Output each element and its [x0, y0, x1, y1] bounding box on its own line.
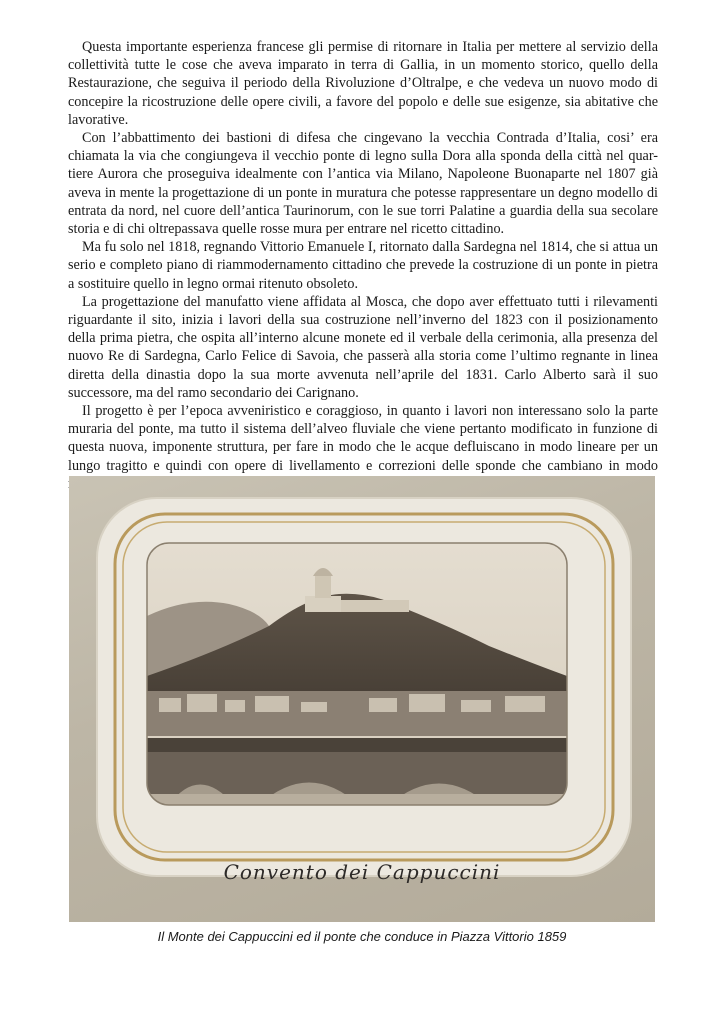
- paragraph: Il progetto è per l’epoca avveniristico e coraggioso, in quanto i lavori non interessano solo la parte muraria del ponte, ma tutto il sistema dell’alveo fluviale che viene pertanto modificato in funzione di questa nuova, imponente struttura, per fare in modo che le acque defluiscano in modo lineare per un lungo tragitto e quindi con opere di livellamento e correzioni delle sponde che cambiano in modo: [68, 403, 658, 474]
- body-text: [68, 38, 658, 493]
- card-mount-illustration: [69, 476, 655, 922]
- paragraph: Ma fu solo nel 1818, regnando Vittorio Emanuele I, ritornato dalla Sardegna nel 1814, che si attua un serio e completo piano di riammodernamento cittadino che prevede la costruzione di un ponte in pietra a sostituire quello in legno ormai ritenuto obsoleto.: [68, 239, 658, 292]
- figure-caption: Il Monte dei Cappuccini ed il ponte che conduce in Piazza Vittorio 1859: [157, 929, 567, 944]
- historic-photograph: [69, 476, 655, 922]
- paragraph: La progettazione del manufatto viene affidata al Mosca, che dopo aver effettuato tutti i rilevamenti riguardante il sito, inizia i lavori della sua costruzione nell’inverno del 1823 con il posizionamento della prima pietra, che ospita all’interno alcune monete ed il verbale della cerimonia, alla presenza del nuovo Re di Sardegna, Carlo Felice di Savoia, che passerà alla storia come l’ultimo regnante in linea diretta della dinastia dopo la sua morte avvenuta nell’aprile del 1831. Carlo Alberto sarà il suo successore, ma del ramo secondario dei Carignano.: [68, 293, 658, 401]
- paragraph: Questa importante esperienza francese gli permise di ritornare in Italia per mettere al servizio della collettività tutte le cose che aveva imparato in terra di Gallia, in un momento storico, quello della Restaurazione, che seguiva il periodo della Rivoluzione d’Oltralpe, e che vedeva un nuovo modo di concepire la ricostruzione delle opere civili, a favore del popolo e delle sue esigenze, sia abitative che lavorative.: [68, 39, 658, 128]
- paragraph: Con l’abbattimento dei bastioni di difesa che cingevano la vecchia Contrada d’Italia, cosi’ era chiamata la via che congiungeva il vecchio ponte di legno sulla Dora alla sponda della città nel quar-tiere Aurora che proseguiva idealmente con l’antica via Milano, Napoleone Buonaparte nel 1807 già aveva in mente la progettazione di un ponte in muratura che potesse rappresentare un degno modello di entrata da nord, nel cuore dell’antica Taurinorum, con le sue torri Palatine a guardia della sua secolare storia e di chi oltrepassava quelle rosse mura per entrare nel ricetto cittadino.: [68, 130, 658, 238]
- handwritten-caption: Convento dei Cappuccini: [223, 860, 501, 884]
